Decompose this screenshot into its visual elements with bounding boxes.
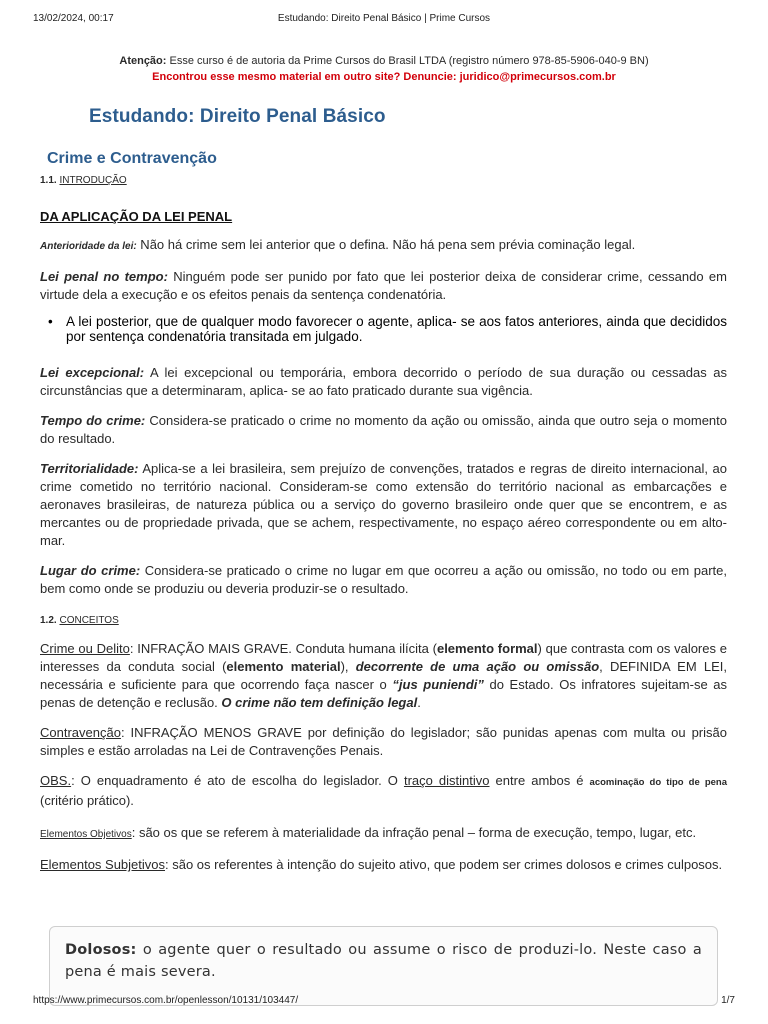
emphasis-cominacao: acominação do tipo de pena bbox=[589, 777, 728, 788]
text-segment: . bbox=[417, 695, 421, 710]
page-url: https://www.primecursos.com.br/openlesson/10131/103447/ bbox=[33, 995, 299, 1006]
subsection-introducao bbox=[40, 172, 727, 190]
text-territorialidade: Aplica-se a lei brasileira, sem prejuízo de convenções, tratados e regras de direito internacional, ao crime cometido no território nacional. Consideram-se como extensão do território nacional as embarcações e aeronaves brasileiras, de natureza pública ou a serviço do governo brasileiro onde quer que se encontrem, e as mercantes ou de propriedade privada, que se achem, respectivamente, no espaço aéreo correspondente ou em alto-mar. bbox=[40, 461, 727, 548]
text-lei-no-tempo: Ninguém pode ser punido por fato que lei posterior deixa de considerar crime, cessando em virtude dela a execução e os efeitos penais da sentença condenatória. bbox=[40, 269, 727, 302]
paragraph-lei-excepcional bbox=[40, 364, 727, 400]
section-title: Crime e Contravenção bbox=[47, 150, 217, 167]
text-dolosos: o agente quer o resultado ou assume o risco de produzi-lo. Neste caso a pena é mais severa. bbox=[65, 942, 702, 980]
text-lugar-crime: Considera-se praticado o crime no lugar em que ocorreu a ação ou omissão, no todo ou em parte, bem como onde se produziu ou deveria produzir-se o resultado. bbox=[40, 563, 727, 596]
term-lei-excepcional: Lei excepcional: bbox=[40, 365, 145, 380]
emphasis-elemento-material: elemento material bbox=[226, 659, 341, 674]
text-lei-excepcional: A lei excepcional ou temporária, embora decorrido o período de sua duração ou cessadas as circunstâncias que a determinaram, aplica- se ao fato praticado durante sua vigência. bbox=[40, 365, 728, 398]
text-segment: do Estado. Os infratores sujeitam-se as penas de detenção e reclusão. bbox=[40, 677, 727, 710]
print-page-title: Estudando: Direito Penal Básico | Prime Cursos bbox=[277, 13, 491, 24]
paragraph-territorialidade bbox=[40, 460, 727, 550]
copyright-notice bbox=[0, 53, 768, 85]
denounce-link[interactable]: Encontrou esse mesmo material em outro site? Denuncie: juridico@primecursos.com.br bbox=[152, 71, 616, 83]
paragraph-elementos-objetivos bbox=[40, 824, 727, 844]
heading-aplicacao-lei-penal: DA APLICAÇÃO DA LEI PENAL bbox=[40, 209, 233, 224]
term-contravencao: Contravenção bbox=[40, 725, 121, 740]
term-lei-no-tempo: Lei penal no tempo: bbox=[40, 269, 168, 284]
lesson-content bbox=[40, 150, 727, 874]
text-anterioridade: Não há crime sem lei anterior que o defina. Não há pena sem prévia cominação legal. bbox=[136, 237, 636, 252]
text-elementos-objetivos: : são os que se referem à materialidade da infração penal – forma de execução, tempo, lugar, etc. bbox=[131, 825, 697, 840]
term-territorialidade: Territorialidade: bbox=[40, 461, 139, 476]
text-elementos-subjetivos: : são os referentes à intenção do sujeito ativo, que podem ser crimes dolosos e crimes culposos. bbox=[165, 857, 723, 872]
subsection-number: 1.1. bbox=[40, 175, 60, 186]
paragraph-lugar-crime bbox=[40, 562, 727, 598]
paragraph-tempo-crime bbox=[40, 412, 727, 448]
notice-text: Esse curso é de autoria da Prime Cursos do Brasil LTDA (registro número 978-85-5906-040-9 BN) bbox=[166, 55, 649, 67]
term-crime-delito: Crime ou Delito bbox=[40, 641, 130, 656]
text-segment: ), bbox=[340, 659, 356, 674]
subsection-conceitos bbox=[40, 612, 727, 630]
list-item: • A lei posterior, que de qualquer modo favorecer o agente, aplica- se aos fatos anteriores, ainda que decididos por sentença condenatória transitada em julgado. bbox=[40, 314, 727, 344]
paragraph-elementos-subjetivos bbox=[40, 856, 727, 874]
text-segment: entre ambos é bbox=[489, 773, 590, 788]
paragraph-contravencao bbox=[40, 724, 727, 760]
page-title: Estudando: Direito Penal Básico bbox=[89, 106, 386, 127]
term-tempo-crime: Tempo do crime: bbox=[40, 413, 146, 428]
term-elementos-subjetivos: Elementos Subjetivos bbox=[40, 857, 166, 872]
term-obs: OBS. bbox=[40, 773, 72, 788]
subsection-label: CONCEITOS bbox=[59, 615, 119, 626]
term-dolosos: Dolosos: bbox=[65, 942, 137, 958]
notice-label: Atenção: bbox=[119, 55, 167, 67]
emphasis-elemento-formal: elemento formal bbox=[436, 641, 538, 656]
term-elementos-objetivos: Elementos Objetivos bbox=[40, 829, 132, 840]
emphasis-traco-distintivo: traço distintivo bbox=[403, 773, 490, 788]
paragraph-lei-no-tempo bbox=[40, 268, 727, 304]
text-segment: , DEFINIDA EM LEI, necessária e suficiente para que ocorrendo faça nascer o bbox=[40, 659, 728, 692]
bullet-list bbox=[40, 314, 727, 344]
text-contravencao: : INFRAÇÃO MENOS GRAVE por definição do legislador; são punidas apenas com multa ou prisão simples e estão arroladas na Lei de Contravenções Penais. bbox=[40, 725, 727, 758]
text-segment: : INFRAÇÃO MAIS GRAVE. Conduta humana ilícita ( bbox=[129, 641, 437, 656]
term-lugar-crime: Lugar do crime: bbox=[40, 563, 141, 578]
subsection-number: 1.2. bbox=[40, 615, 60, 626]
paragraph-anterioridade bbox=[40, 236, 727, 256]
page-number: 1/7 bbox=[721, 995, 735, 1006]
paragraph-crime-delito bbox=[40, 640, 727, 712]
term-anterioridade: Anterioridade da lei: bbox=[40, 241, 137, 252]
text-segment: ) que contrasta com os valores e interesses da conduta social ( bbox=[40, 641, 727, 674]
text-tempo-crime: Considera-se praticado o crime no momento da ação ou omissão, ainda que outro seja o momento do resultado. bbox=[40, 413, 728, 446]
emphasis-sem-definicao: O crime não tem definição legal bbox=[221, 695, 418, 710]
print-datetime: 13/02/2024, 00:17 bbox=[33, 13, 114, 24]
highlight-box-dolosos bbox=[49, 926, 718, 1006]
emphasis-jus-puniendi: “jus puniendi” bbox=[392, 677, 484, 692]
text-segment: (critério prático). bbox=[40, 793, 134, 808]
paragraph-obs bbox=[40, 772, 727, 810]
subsection-label: INTRODUÇÃO bbox=[59, 175, 127, 186]
text-segment: : O enquadramento é ato de escolha do legislador. O bbox=[71, 773, 404, 788]
emphasis-acao-omissao: decorrente de uma ação ou omissão bbox=[355, 659, 600, 674]
